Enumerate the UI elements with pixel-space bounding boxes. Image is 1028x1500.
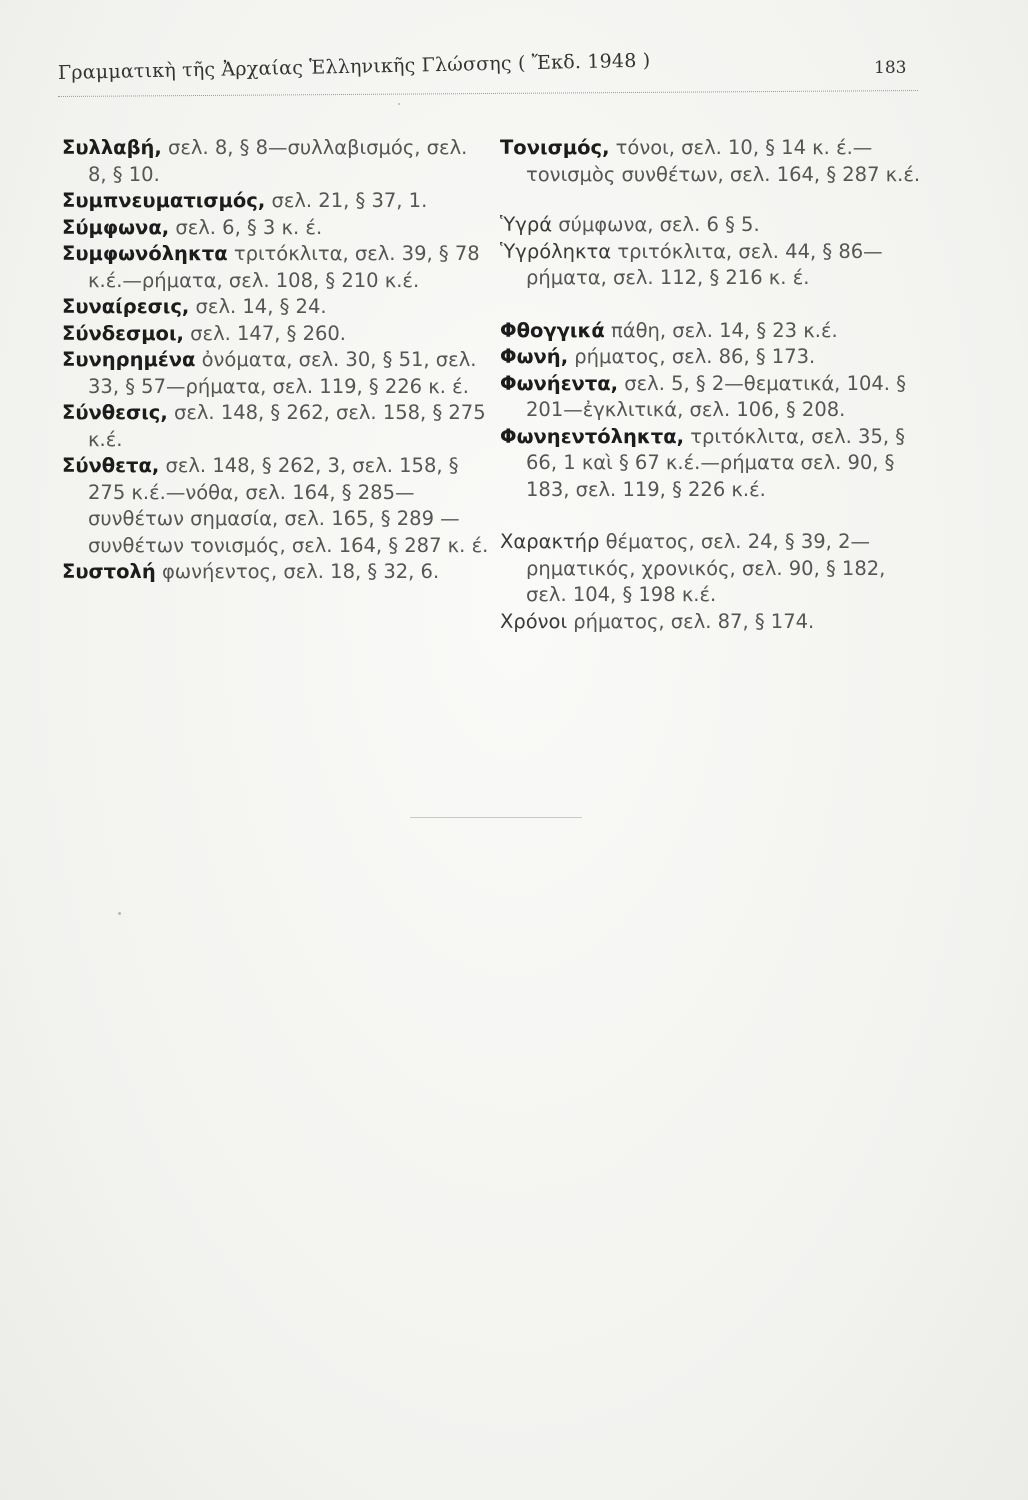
entry-text: τόνοι, σελ. 10, § 14 κ. έ.—τονισμὸς συνθέτων, σελ. 164, § 287 κ.έ. bbox=[526, 136, 921, 186]
entry-text: σελ. 8, § 8—συλλαβισμός, σελ. 8, § 10. bbox=[88, 136, 468, 186]
index-entry bbox=[62, 294, 492, 321]
index-entry bbox=[500, 239, 930, 292]
paper-speck bbox=[118, 912, 121, 915]
entry-text: πάθη, σελ. 14, § 23 κ.έ. bbox=[604, 318, 838, 342]
entry-text: τριτόκλιτα, σελ. 39, § 78 κ.έ.—ρήματα, σελ. 108, § 210 κ.έ. bbox=[88, 242, 480, 292]
entry-text: σελ. 147, § 260. bbox=[183, 321, 346, 345]
entry-text: σελ. 14, § 24. bbox=[189, 295, 327, 318]
entry-text: σελ. 148, § 262, σελ. 158, § 275 κ.έ. bbox=[88, 401, 486, 451]
entry-text: ρήματος, σελ. 87, § 174. bbox=[567, 609, 815, 633]
page-number: 183 bbox=[874, 58, 907, 78]
entry-lemma: Τονισμός, bbox=[500, 136, 610, 159]
index-entry bbox=[62, 400, 492, 453]
entry-lemma: Σύνθεσις, bbox=[62, 401, 168, 424]
entry-lemma: Χρόνοι bbox=[500, 609, 568, 633]
index-entry bbox=[500, 371, 930, 424]
entry-lemma: Σύνθετα, bbox=[62, 454, 160, 477]
entry-lemma: Φωνηεντόληκτα, bbox=[500, 424, 684, 448]
index-entry bbox=[62, 559, 492, 586]
entry-lemma: Φωνή, bbox=[500, 345, 569, 368]
index-entry bbox=[62, 188, 492, 215]
index-entry bbox=[500, 344, 930, 371]
entry-lemma: Συμφωνόληκτα bbox=[62, 242, 228, 265]
index-entry bbox=[500, 212, 930, 239]
entry-text: φωνήεντος, σελ. 18, § 32, 6. bbox=[155, 560, 440, 583]
header-rule bbox=[58, 90, 918, 97]
entry-lemma: Ὑγρά bbox=[500, 213, 553, 236]
index-entry bbox=[500, 424, 930, 504]
index-entry bbox=[62, 321, 492, 348]
running-title: Γραμματικὴ τῆς Ἀρχαίας Ἑλληνικῆς Γλώσσης ( Ἔκδ. 1948 ) bbox=[57, 49, 651, 84]
paper-speck bbox=[398, 103, 400, 105]
index-entry bbox=[500, 609, 930, 636]
section-end-rule bbox=[410, 817, 582, 818]
entry-text: σελ. 5, § 2—θεματικά, 104. § 201—ἐγκλιτικά, σελ. 106, § 208. bbox=[526, 371, 906, 421]
index-entry bbox=[500, 318, 930, 345]
entry-lemma: Ὑγρόληκτα bbox=[500, 239, 612, 263]
index-entry bbox=[62, 215, 492, 242]
entry-text: ρήματος, σελ. 86, § 173. bbox=[568, 345, 816, 368]
entry-text: σύμφωνα, σελ. 6 § 5. bbox=[552, 213, 760, 236]
entry-lemma: Συνηρημένα bbox=[62, 348, 196, 371]
entry-text: ὀνόματα, σελ. 30, § 51, σελ. 33, § 57—ρήματα, σελ. 119, § 226 κ. έ. bbox=[88, 348, 477, 398]
index-entry bbox=[62, 453, 492, 559]
index-entry bbox=[500, 529, 930, 609]
index-entry bbox=[62, 241, 492, 294]
entry-text: σελ. 148, § 262, 3, σελ. 158, § 275 κ.έ.—νόθα, σελ. 164, § 285—συνθέτων σημασία, σελ. 165, § 289 — συνθέτων τονισμός, σελ. 164, § 287 κ. έ. bbox=[88, 454, 489, 557]
entry-lemma: Συστολή bbox=[62, 560, 156, 583]
entry-lemma: Συμπνευματισμός, bbox=[62, 189, 266, 212]
entry-lemma: Συλλαβή, bbox=[62, 136, 162, 159]
index-column-right bbox=[500, 135, 930, 635]
entry-text: τριτόκλιτα, σελ. 44, § 86—ρήματα, σελ. 112, § 216 κ. έ. bbox=[526, 239, 883, 289]
entry-text: σελ. 21, § 37, 1. bbox=[265, 189, 428, 212]
index-entry bbox=[62, 347, 492, 400]
entry-text: σελ. 6, § 3 κ. έ. bbox=[169, 215, 323, 239]
entry-lemma: Φωνήεντα, bbox=[500, 371, 619, 395]
index-column-left bbox=[62, 135, 492, 586]
entry-lemma: Συναίρεσις, bbox=[62, 295, 190, 318]
entry-lemma: Φθογγικά bbox=[500, 318, 605, 342]
index-entry bbox=[62, 135, 492, 188]
entry-lemma: Χαρακτήρ bbox=[500, 530, 600, 553]
entry-text: θέματος, σελ. 24, § 39, 2—ρηματικός, χρονικός, σελ. 90, § 182, σελ. 104, § 198 κ.έ. bbox=[526, 530, 886, 606]
index-entry bbox=[500, 135, 930, 188]
entry-lemma: Σύμφωνα, bbox=[62, 215, 170, 239]
entry-lemma: Σύνδεσμοι, bbox=[62, 321, 184, 345]
entry-text: τριτόκλιτα, σελ. 35, § 66, 1 καὶ § 67 κ.έ.—ρήματα σελ. 90, § 183, σελ. 119, § 226 κ.έ. bbox=[526, 424, 906, 501]
